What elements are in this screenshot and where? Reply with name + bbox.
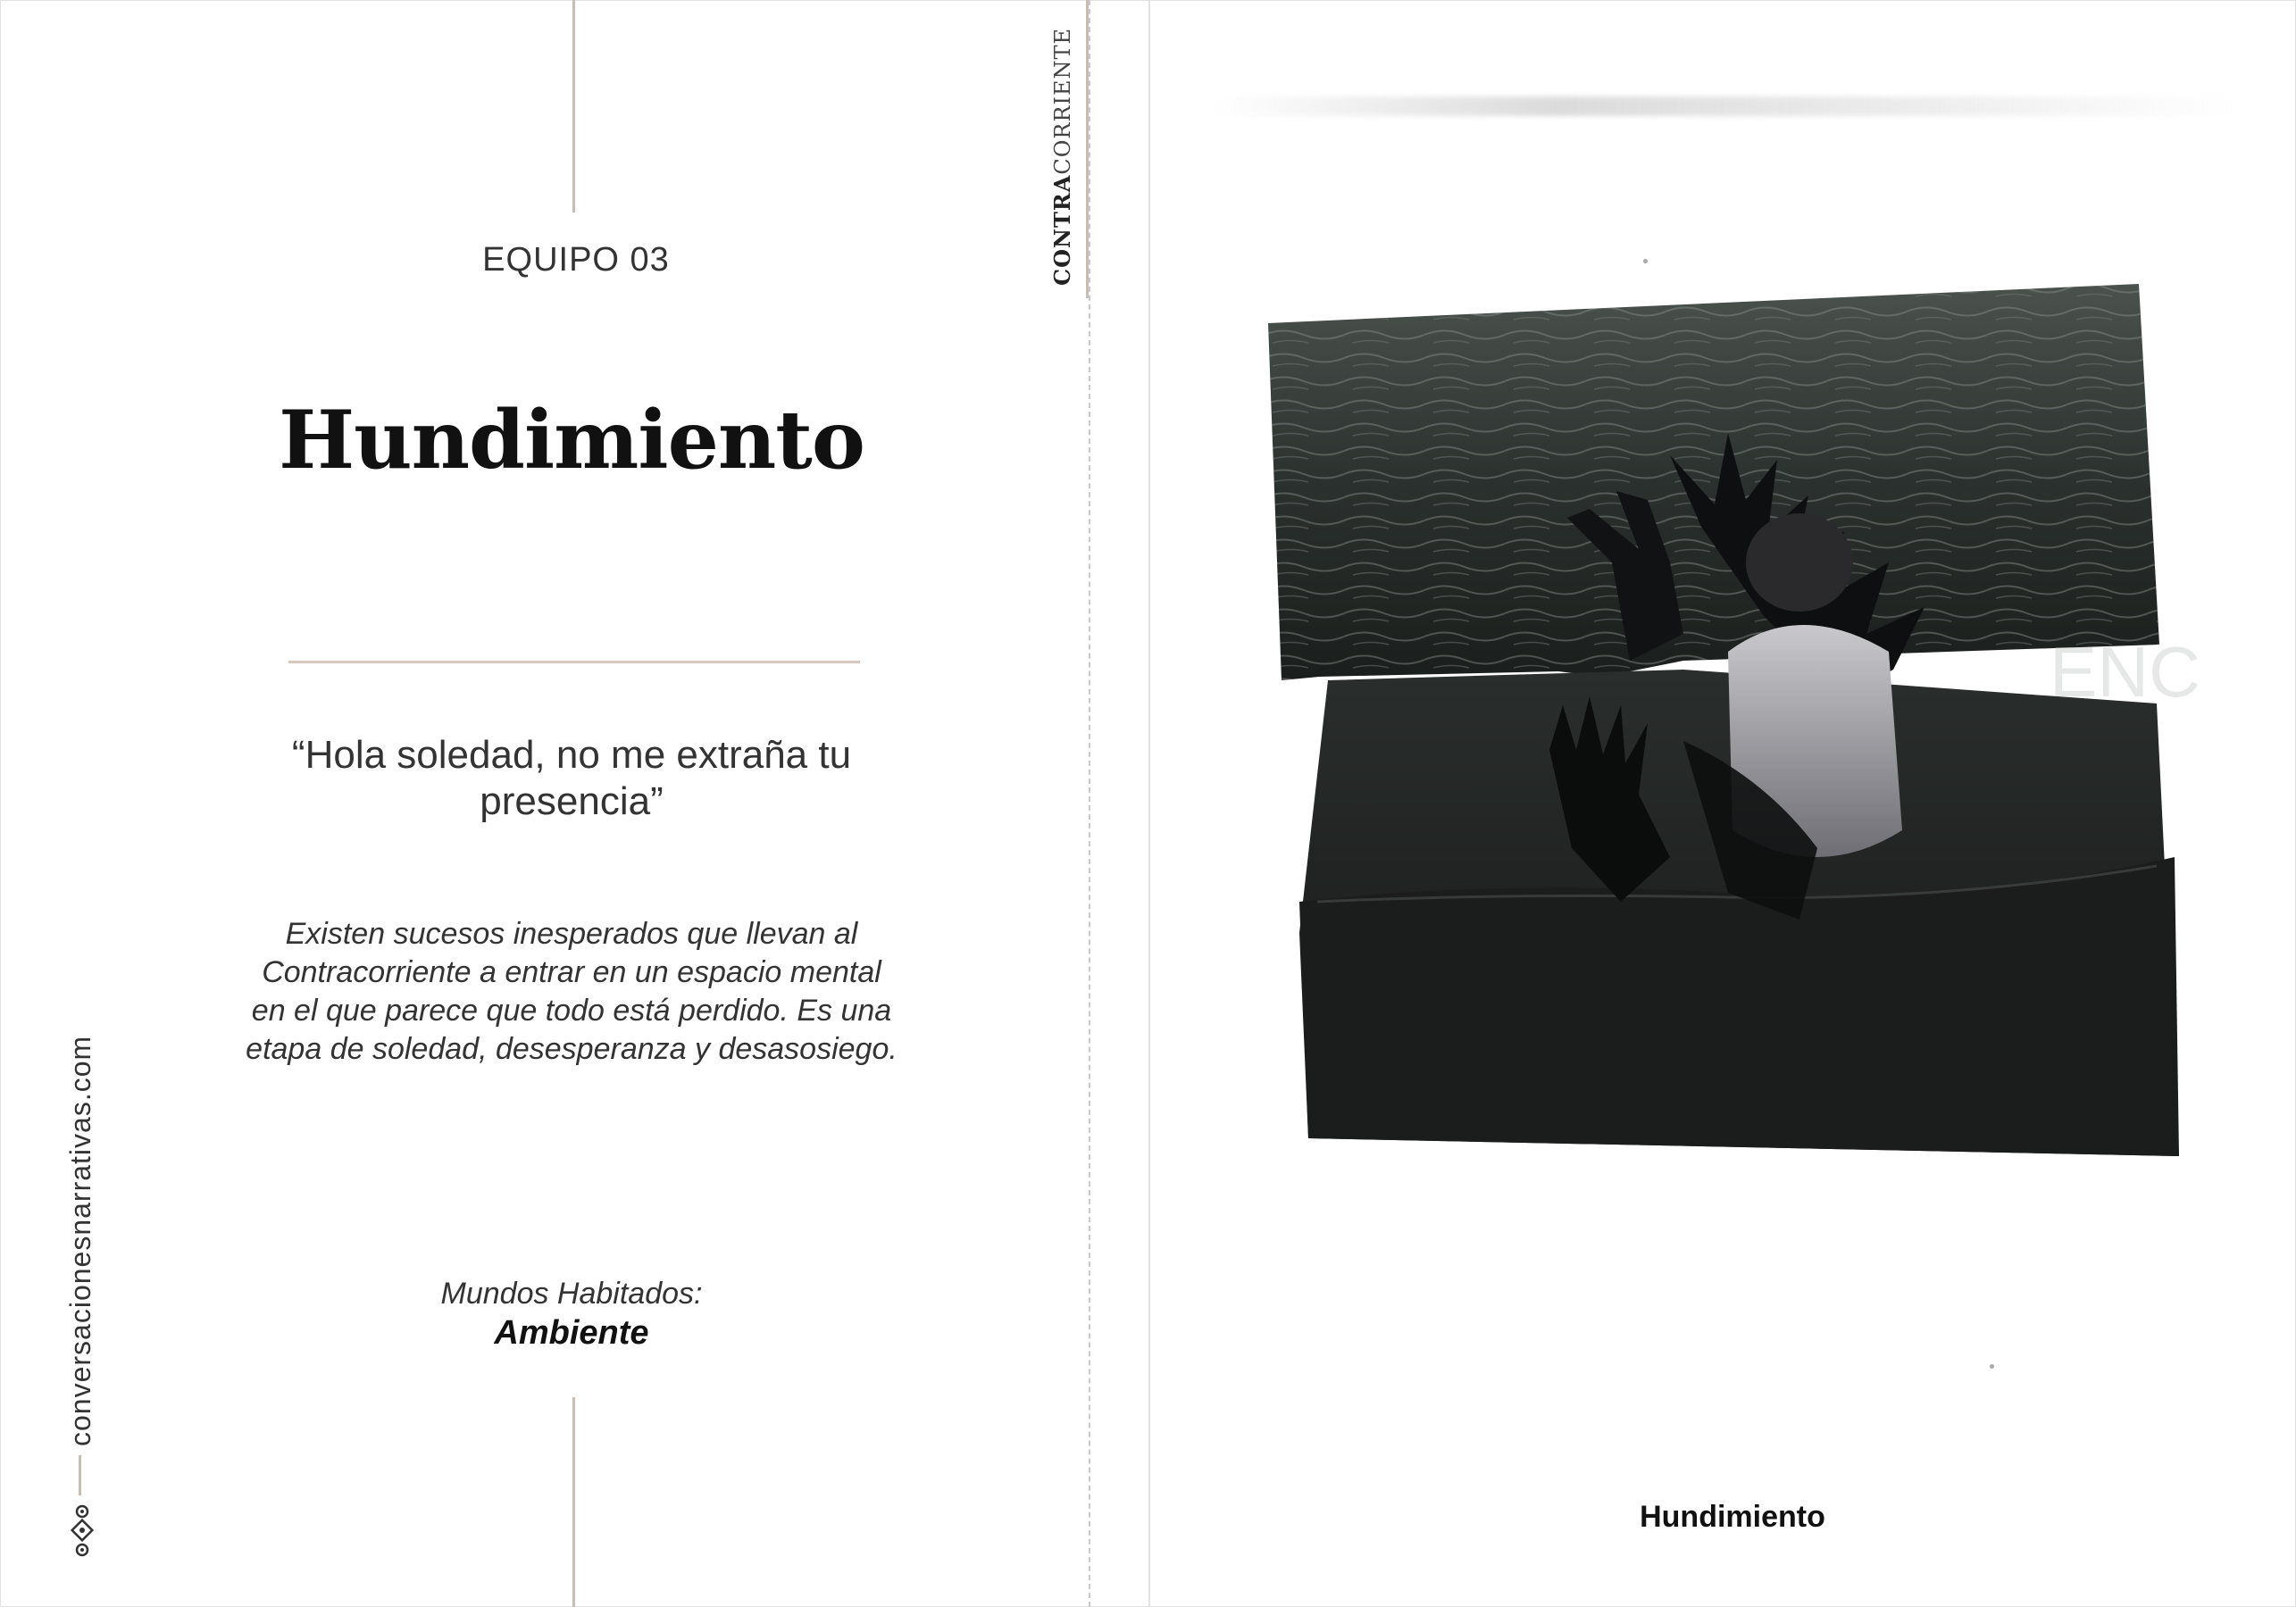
website-url: conversacionesnarrativas.com — [64, 1035, 96, 1446]
worlds-value: Ambiente — [494, 1314, 649, 1352]
quote: “Hola soledad, no me extraña tu presencia” — [291, 733, 852, 823]
page-footer-title: Hundimiento — [1640, 1500, 1825, 1534]
page-title: Hundimiento — [279, 393, 864, 487]
scan-artifact — [1215, 96, 2233, 116]
side-separator — [79, 1455, 81, 1495]
team-label: EQUIPO 03 — [482, 241, 670, 279]
spine-brand-light: CORRIENTE — [1050, 27, 1075, 175]
side-url — [54, 893, 125, 1553]
scan-speck — [1643, 259, 1648, 263]
worlds-label: Mundos Habitados: — [440, 1277, 703, 1311]
top-vertical-line — [572, 0, 575, 212]
spine-brand — [1036, 27, 1090, 286]
collage-image — [1264, 277, 2200, 1156]
description: Existen sucesos inesperados que llevan al Contracorriente a entrar en un espacio mental en el que parece que todo está perdido. Es una etapa de soledad, desesperanza y desasosiego. — [246, 917, 898, 1066]
divider — [288, 661, 860, 663]
conversaciones-narrativas-logo-icon — [64, 1504, 100, 1558]
bottom-vertical-line — [572, 1397, 575, 1607]
spine-brand-bold: CONTRA — [1049, 174, 1075, 286]
svg-text:ENC: ENC — [2050, 632, 2200, 712]
scan-speck — [1990, 1364, 1994, 1369]
